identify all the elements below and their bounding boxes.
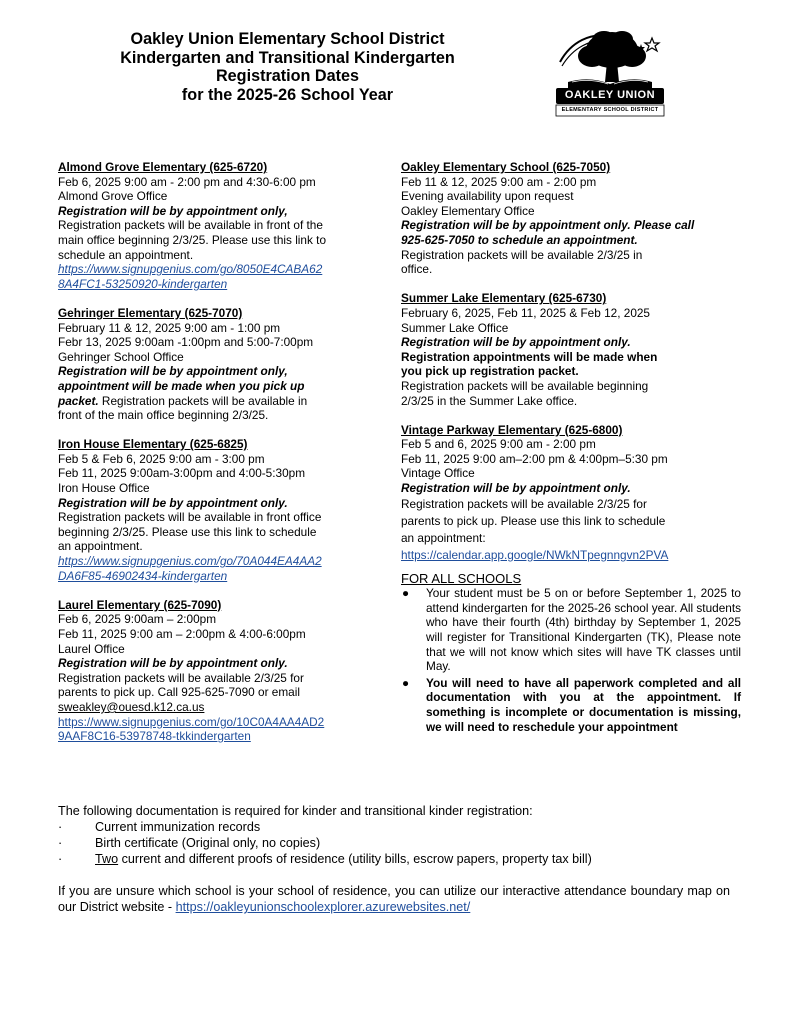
bullet-icon: ● (402, 586, 410, 601)
info-line: an appointment: (401, 530, 486, 545)
signup-link-cont[interactable]: 8A4FC1-53250920-kindergarten (58, 276, 228, 291)
title-line-4: for the 2025-26 School Year (181, 85, 394, 104)
bullet-marker: · (58, 836, 63, 850)
info-line: office. (401, 262, 433, 277)
office-line: Summer Lake Office (401, 320, 509, 335)
logo-wordmark: OAKLEY UNION (564, 89, 656, 101)
info-line: Registration packets will be available 2/3/25 for (58, 670, 304, 685)
title-line-3: Registration Dates (215, 67, 360, 86)
appointment-note: you pick up registration packet. (401, 364, 579, 379)
info-line: Registration packets will be available 2/3/25 for (401, 496, 647, 511)
info-line: Registration packets will be available 2/3/25 in (401, 247, 643, 262)
signup-link-cont[interactable]: 9AAF8C16-53978748-tkkindergarten (58, 729, 251, 744)
office-line: Iron House Office (58, 481, 150, 496)
right-column (401, 160, 741, 734)
appointment-note: Registration appointments will be made when (401, 349, 658, 364)
email-link[interactable]: sweakley@ouesd.k12.ca.us (58, 699, 205, 714)
bullet-icon: ● (402, 675, 410, 690)
date-line: Febr 13, 2025 9:00am -1:00pm and 5:00-7:00pm (58, 335, 314, 350)
doc-item-text: Birth certificate (Original only, no copies) (95, 836, 321, 850)
school-iron-house (58, 437, 358, 583)
logo-subtitle: ELEMENTARY SCHOOL DISTRICT (561, 107, 659, 113)
school-gehringer (58, 306, 358, 423)
appointment-note: Registration will be by appointment only. Please call (401, 218, 695, 233)
school-laurel (58, 598, 358, 744)
district-logo (552, 26, 668, 122)
date-line: Feb 11 & 12, 2025 9:00 am - 2:00 pm (401, 174, 597, 189)
list-item (401, 676, 741, 734)
for-all-schools (401, 572, 741, 735)
school-vintage-parkway (401, 423, 741, 564)
doc-item-rest: current and different proofs of residence (utility bills, escrow papers, property tax bill) (118, 852, 592, 866)
info-line: front of the main office beginning 2/3/25. (58, 408, 269, 423)
appointment-note: packet. (58, 393, 99, 408)
closing-text: If you are unsure which school is your school of residence, you can utilize our interactive attendance boundary map on our District website - (58, 884, 730, 914)
info-line: main office beginning 2/3/25. Please use this link to (58, 232, 327, 247)
info-line: parents to pick up. Please use this link to schedule (401, 513, 666, 528)
date-line: Feb 11, 2025 9:00 am–2:00 pm & 4:00pm–5:30 pm (401, 451, 668, 466)
documentation-intro: The following documentation is required for kinder and transitional kinder registration: (58, 804, 533, 818)
info-line: beginning 2/3/25. Please use this link to schedule (58, 524, 317, 539)
appointment-note: Registration will be by appointment only. (401, 335, 631, 350)
section-heading: FOR ALL SCHOOLS (401, 570, 522, 586)
school-heading: Summer Lake Elementary (625-6730) (401, 291, 607, 306)
school-heading: Iron House Elementary (625-6825) (58, 437, 248, 452)
school-heading: Vintage Parkway Elementary (625-6800) (401, 422, 623, 437)
documentation-section (58, 803, 730, 915)
list-item (401, 586, 741, 674)
info-text: Registration packets will be available in (98, 393, 308, 408)
office-line: Gehringer School Office (58, 349, 184, 364)
school-heading: Laurel Elementary (625-7090) (58, 597, 222, 612)
page-title (60, 30, 515, 104)
date-line: Feb 5 & Feb 6, 2025 9:00 am - 3:00 pm (58, 451, 265, 466)
info-line: 2/3/25 in the Summer Lake office. (401, 393, 578, 408)
office-line: Oakley Elementary Office (401, 203, 535, 218)
signup-link-cont[interactable]: DA6F85-46902434-kindergarten (58, 568, 228, 583)
title-line-1: Oakley Union Elementary School District (130, 30, 445, 48)
school-summer-lake (401, 291, 741, 408)
date-line: Feb 5 and 6, 2025 9:00 am - 2:00 pm (401, 437, 596, 452)
info-line: Registration packets will be available in front of the (58, 218, 323, 233)
info-line: Evening availability upon request (401, 189, 574, 204)
info-line (58, 394, 358, 409)
district-website-link[interactable]: https://oakleyunionschoolexplorer.azurewebsites.net/ (175, 900, 471, 914)
appointment-note: Registration will be by appointment only, (58, 203, 288, 218)
date-line: February 6, 2025, Feb 11, 2025 & Feb 12, 2025 (401, 305, 650, 320)
office-line: Laurel Office (58, 641, 125, 656)
date-line: February 11 & 12, 2025 9:00 am - 1:00 pm (58, 320, 281, 335)
office-line: Almond Grove Office (58, 189, 168, 204)
doc-item-text (95, 851, 592, 867)
bullet-marker: · (58, 852, 63, 866)
school-heading: Gehringer Elementary (625-7070) (58, 305, 243, 320)
date-line: Feb 11, 2025 9:00 am – 2:00pm & 4:00-6:00pm (58, 627, 306, 641)
appointment-note: 925-625-7050 to schedule an appointment. (401, 232, 638, 247)
title-line-2: Kindergarten and Transitional Kindergarten (120, 48, 455, 67)
bullet-text: You will need to have all paperwork completed and all documentation with you at the appointment. If something is incomplete or documentation is missing, we will need to reschedule your appointment (426, 675, 741, 734)
info-line: parents to pick up. Call 925-625-7090 or email (58, 685, 300, 700)
doc-item-text: Current immunization records (95, 820, 261, 834)
list-item (58, 835, 730, 851)
calendar-link[interactable]: https://calendar.app.google/NWkNTpegnngvn2PVA (401, 547, 669, 562)
bullet-text: Your student must be 5 on or before September 1, 2025 to attend kindergarten for the 2025-26 school year. All students who have their fourth (4th) birthday by September 1, 2025 will register for Transitional Kindergarten (TK), Please note that we will not know which sites will have TK classes until May. (426, 586, 741, 674)
appointment-note: Registration will be by appointment only. (401, 481, 631, 496)
info-line: Registration packets will be available in front office (58, 510, 322, 525)
signup-link[interactable]: https://www.signupgenius.com/go/10C0A4AA4AD2 (58, 714, 325, 729)
info-line: an appointment. (58, 539, 143, 554)
office-line: Vintage Office (401, 466, 475, 481)
closing-paragraph (58, 883, 730, 915)
school-heading: Almond Grove Elementary (625-6720) (58, 160, 268, 174)
info-line: Registration packets will be available beginning (401, 378, 649, 393)
info-line: schedule an appointment. (58, 247, 194, 262)
list-item (58, 819, 730, 835)
appointment-note: Registration will be by appointment only. (58, 656, 288, 671)
school-almond-grove (58, 160, 358, 291)
bullet-marker: · (58, 820, 63, 834)
appointment-note: Registration will be by appointment only, (58, 364, 288, 379)
left-column (58, 160, 358, 758)
date-line: Feb 6, 2025 9:00 am - 2:00 pm and 4:30-6:00 pm (58, 174, 316, 189)
date-line: Feb 6, 2025 9:00am – 2:00pm (58, 612, 217, 627)
signup-link[interactable]: https://www.signupgenius.com/go/8050E4CABA62 (58, 262, 323, 277)
appointment-note: Registration will be by appointment only. (58, 495, 288, 510)
date-line: Feb 11, 2025 9:00am-3:00pm and 4:00-5:30pm (58, 466, 306, 481)
school-oakley (401, 160, 741, 277)
emphasis: Two (95, 852, 119, 866)
signup-link[interactable]: https://www.signupgenius.com/go/70A044EA4AA2 (58, 554, 322, 569)
school-heading: Oakley Elementary School (625-7050) (401, 160, 611, 174)
list-item (58, 851, 730, 867)
appointment-note: appointment will be made when you pick up (58, 378, 305, 393)
